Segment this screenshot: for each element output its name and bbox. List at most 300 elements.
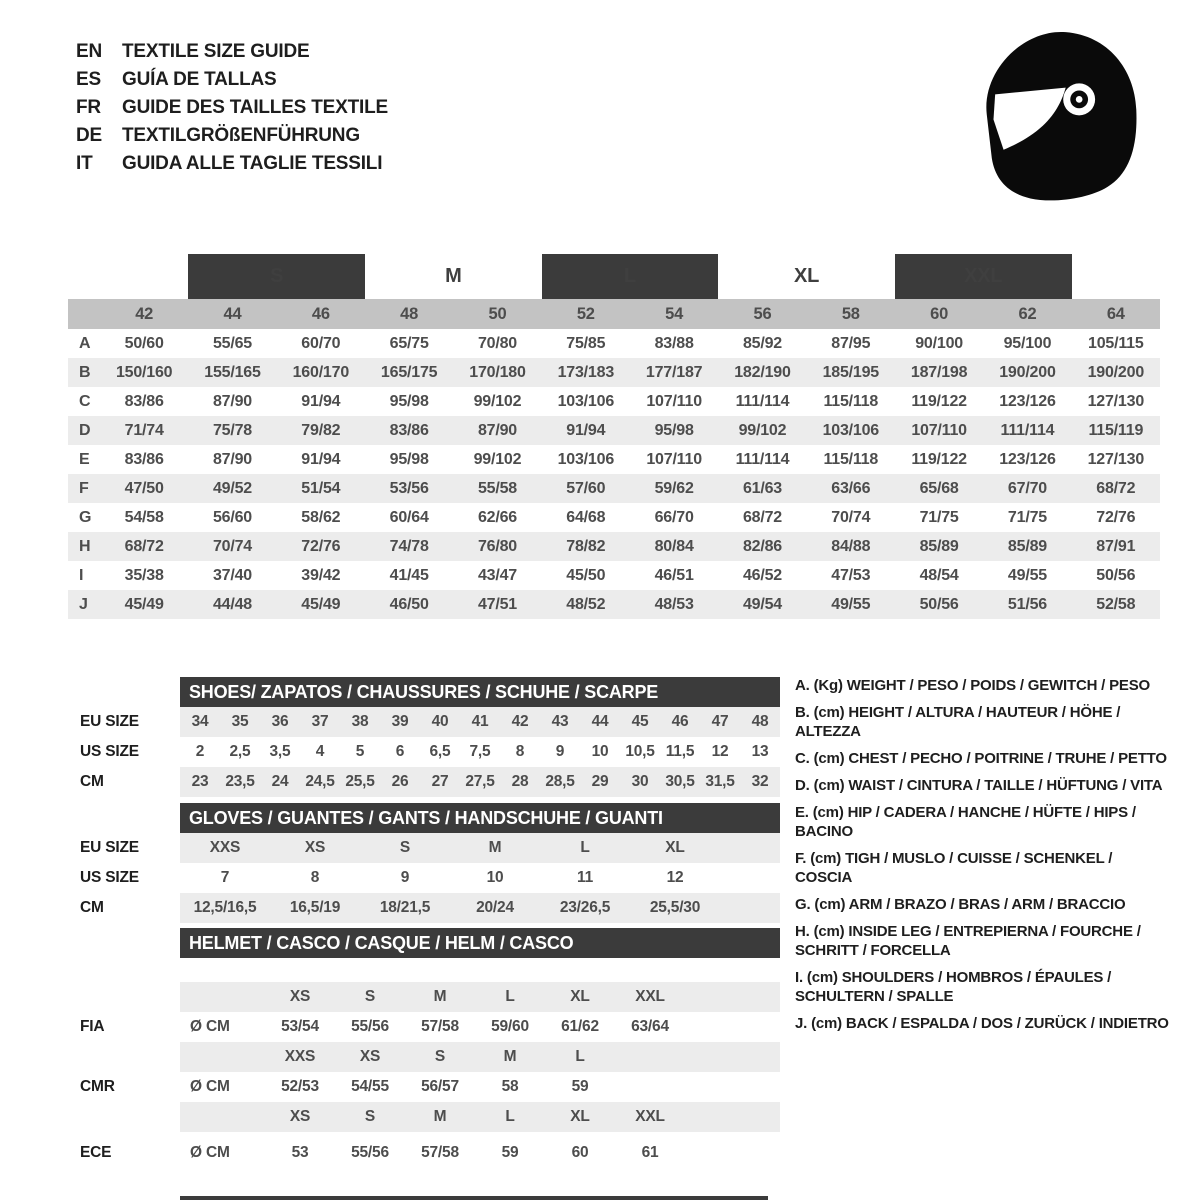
value-cell: XXS	[209, 839, 241, 856]
size-column-header: 50	[453, 299, 541, 329]
measurement-cell: 150/160	[115, 363, 173, 381]
helmet-cells	[180, 1138, 780, 1168]
language-row	[76, 94, 388, 122]
size-column-header: 64	[1072, 299, 1160, 329]
value-cell: 10	[591, 743, 609, 760]
size-label-cell: M	[433, 1108, 447, 1125]
size-label-cell: XXL	[635, 1108, 665, 1125]
measurement-cell: 79/82	[301, 421, 341, 439]
measurement-cell: 45/50	[566, 566, 606, 584]
measurement-cell: 99/102	[473, 450, 522, 468]
measurement-cell: 60/64	[389, 508, 429, 526]
row-letter: B	[79, 363, 91, 381]
measurement-cell: 55/58	[477, 479, 517, 497]
row-letter: C	[79, 392, 91, 410]
helmet-row	[68, 1012, 780, 1042]
measurement-cell: 87/90	[477, 421, 517, 439]
measurement-cell: 170/180	[469, 363, 526, 381]
value-cell: 48	[751, 713, 769, 730]
measurement-cell: 187/198	[910, 363, 968, 381]
value-cell: 28,5	[545, 773, 575, 790]
measurement-cell: 107/110	[911, 421, 967, 439]
size-label-cell: XL	[570, 988, 590, 1005]
value-cell: 53/54	[281, 1018, 319, 1035]
measurement-cell: 99/102	[738, 421, 787, 439]
value-cell: XL	[665, 839, 685, 856]
measurement-row	[68, 387, 1160, 416]
value-cell: 27,5	[465, 773, 495, 790]
measurement-cell: 49/52	[212, 479, 253, 497]
gloves-row	[68, 863, 780, 893]
size-column-header: 46	[277, 299, 365, 329]
value-cell: 53	[291, 1144, 309, 1161]
measurement-cell: 95/98	[389, 392, 429, 410]
measurement-cell: 165/175	[380, 363, 438, 381]
measurement-cell: 41/45	[389, 566, 429, 584]
measurement-cell: 51/54	[301, 479, 341, 497]
measurement-cell: 91/94	[566, 421, 606, 439]
legend-item: A. (Kg) WEIGHT / PESO / POIDS / GEWITCH / PESO	[795, 677, 1150, 694]
measurement-cell: 68/72	[124, 537, 164, 555]
value-cell: 26	[391, 773, 409, 790]
measurement-cell: 49/54	[742, 595, 782, 613]
language-row	[76, 150, 388, 178]
measurement-cell: 115/118	[823, 392, 879, 410]
value-cell: 32	[751, 773, 769, 790]
measurement-cell: 127/130	[1087, 392, 1145, 410]
gloves-row	[68, 833, 780, 863]
helmet-cells	[180, 1072, 780, 1102]
measurement-cell: 75/85	[566, 334, 606, 352]
language-row	[76, 66, 388, 94]
value-cell: 58	[501, 1078, 519, 1095]
measurement-cell: 50/56	[919, 595, 959, 613]
measurement-cell: 47/50	[124, 479, 164, 497]
measurement-cell: 65/75	[389, 334, 429, 352]
language-title-list	[76, 38, 388, 178]
size-label-cell: S	[364, 988, 376, 1005]
row-letter: A	[79, 334, 91, 352]
cutoff-section-bar	[180, 1196, 768, 1200]
row-letter: D	[79, 421, 91, 439]
value-cell: 56/57	[421, 1078, 459, 1095]
measurement-cell: 43/47	[477, 566, 517, 584]
measurement-cell: 115/119	[1088, 421, 1144, 439]
size-label-cell: XS	[289, 1108, 311, 1125]
diameter-label: Ø CM	[190, 1144, 230, 1161]
value-cell: 40	[431, 713, 449, 730]
value-cell: L	[580, 839, 590, 856]
measurement-cell: 87/95	[831, 334, 871, 352]
measurement-cell: 155/165	[204, 363, 261, 381]
value-cell: 46	[671, 713, 689, 730]
language-code: EN	[76, 41, 102, 62]
measurement-row	[68, 561, 1160, 590]
diameter-label: Ø CM	[190, 1078, 230, 1095]
measurement-cell: 47/53	[831, 566, 871, 584]
measurement-cell: 68/72	[742, 508, 782, 526]
value-cell: 13	[751, 743, 769, 760]
measurement-row	[68, 329, 1160, 358]
value-cell: 23/26,5	[559, 899, 611, 916]
measurement-cell: 61/63	[742, 479, 782, 497]
measurement-cell: 123/126	[999, 392, 1056, 410]
language-row	[76, 38, 388, 66]
racing-helmet-icon	[975, 28, 1143, 206]
size-group-label: S	[188, 254, 365, 299]
row-label: EU SIZE	[80, 839, 139, 856]
value-cell: 43	[551, 713, 569, 730]
value-cell: 60	[571, 1144, 589, 1161]
value-cell: 35	[231, 713, 249, 730]
gloves-section-title: GLOVES / GUANTES / GANTS / HANDSCHUHE / GUANTI	[180, 803, 780, 833]
measurement-cell: 48/54	[919, 566, 959, 584]
value-cell: 25,5/30	[649, 899, 701, 916]
diameter-label: Ø CM	[190, 1018, 230, 1035]
language-title: TEXTILE SIZE GUIDE	[122, 41, 310, 62]
measurement-cell: 160/170	[292, 363, 350, 381]
measurement-legend	[795, 676, 1171, 1041]
legend-item: G. (cm) ARM / BRAZO / BRAS / ARM / BRACCIO	[795, 896, 1126, 913]
value-cell: 25,5	[345, 773, 375, 790]
value-cell: 57/58	[421, 1144, 459, 1161]
row-letter: I	[79, 566, 84, 584]
measurement-cell: 83/86	[124, 450, 164, 468]
measurement-cell: 103/106	[557, 392, 615, 410]
measurement-cell: 37/40	[212, 566, 253, 584]
value-cell: 44	[591, 713, 609, 730]
gloves-cells	[180, 863, 780, 893]
value-cell: 34	[191, 713, 209, 730]
value-cell: 31,5	[705, 773, 735, 790]
row-letter: E	[79, 450, 90, 468]
language-title: GUÍA DE TALLAS	[122, 69, 277, 90]
legend-item: E. (cm) HIP / CADERA / HANCHE / HÜFTE / HIPS / BACINO	[795, 804, 1136, 840]
value-cell: 6,5	[429, 743, 451, 760]
size-group-label	[100, 254, 188, 299]
size-label-cell: S	[364, 1108, 376, 1125]
measurement-cell: 103/106	[557, 450, 615, 468]
measurement-cell: 39/42	[301, 566, 341, 584]
row-label: CM	[80, 899, 104, 916]
measurement-cell: 48/53	[654, 595, 694, 613]
value-cell: 12,5/16,5	[193, 899, 257, 916]
shoes-size-section	[68, 677, 780, 797]
helmet-row	[68, 1042, 780, 1072]
value-cell: 8	[515, 743, 525, 760]
language-row	[76, 122, 388, 150]
measurement-row	[68, 590, 1160, 619]
measurement-cell: 66/70	[654, 508, 694, 526]
size-label-cell: XS	[289, 988, 311, 1005]
measurement-cell: 72/76	[1096, 508, 1136, 526]
measurement-cell: 82/86	[742, 537, 782, 555]
legend-item: B. (cm) HEIGHT / ALTURA / HAUTEUR / HÖHE / ALTEZZA	[795, 704, 1121, 740]
measurement-cell: 90/100	[915, 334, 963, 352]
value-cell: 59	[501, 1144, 519, 1161]
measurement-cell: 190/200	[999, 363, 1056, 381]
header-stub	[68, 299, 100, 329]
helmet-row	[68, 1138, 780, 1168]
value-cell: 11,5	[665, 743, 695, 760]
value-cell: 61/62	[561, 1018, 599, 1035]
measurement-row	[68, 532, 1160, 561]
value-cell: 42	[511, 713, 529, 730]
measurement-cell: 56/60	[212, 508, 253, 526]
value-cell: 7	[220, 869, 230, 886]
size-group-label: XXL	[895, 254, 1072, 299]
helmet-cells	[180, 1042, 780, 1072]
size-column-header: 58	[807, 299, 895, 329]
measurement-row	[68, 358, 1160, 387]
language-title: GUIDE DES TAILLES TEXTILE	[122, 97, 388, 118]
measurement-cell: 47/51	[477, 595, 517, 613]
measurement-cell: 182/190	[734, 363, 791, 381]
measurement-cell: 71/74	[124, 421, 164, 439]
value-cell: 57/58	[421, 1018, 459, 1035]
measurement-cell: 80/84	[654, 537, 694, 555]
helmet-row	[68, 1102, 780, 1132]
measurement-cell: 46/51	[654, 566, 694, 584]
measurement-cell: 70/74	[212, 537, 253, 555]
value-cell: 11	[577, 869, 593, 886]
value-cell: 12	[711, 743, 729, 760]
numeric-size-header-row	[68, 299, 1160, 329]
legend-item: D. (cm) WAIST / CINTURA / TAILLE / HÜFTUNG / VITA	[795, 777, 1163, 794]
measurement-cell: 45/49	[301, 595, 341, 613]
measurement-cell: 76/80	[477, 537, 517, 555]
measurement-cell: 58/62	[301, 508, 341, 526]
value-cell: 61	[641, 1144, 659, 1161]
value-cell: 10	[486, 869, 504, 886]
value-cell: 37	[311, 713, 329, 730]
measurement-row	[68, 503, 1160, 532]
shoes-row	[68, 767, 780, 797]
shoes-section-title: SHOES/ ZAPATOS / CHAUSSURES / SCHUHE / SCARPE	[180, 677, 780, 707]
measurement-cell: 87/90	[212, 392, 253, 410]
language-title: TEXTILGRÖßENFÜHRUNG	[122, 125, 360, 146]
value-cell: 39	[391, 713, 409, 730]
measurement-row	[68, 416, 1160, 445]
textile-size-table	[68, 254, 1160, 619]
value-cell: 30,5	[665, 773, 695, 790]
size-column-header: 56	[718, 299, 806, 329]
measurement-cell: 51/56	[1007, 595, 1047, 613]
measurement-cell: 87/90	[212, 450, 253, 468]
value-cell: 36	[271, 713, 289, 730]
measurement-cell: 65/68	[919, 479, 959, 497]
language-code: ES	[76, 69, 101, 90]
value-cell: 8	[310, 869, 320, 886]
value-cell: 28	[511, 773, 529, 790]
shoes-cells	[180, 767, 780, 797]
size-label-cell: L	[505, 988, 515, 1005]
row-letter: J	[79, 595, 88, 613]
measurement-cell: 52/58	[1096, 595, 1136, 613]
value-cell: 24	[271, 773, 289, 790]
size-column-header: 52	[542, 299, 630, 329]
value-cell: 30	[631, 773, 649, 790]
size-label-cell: XS	[359, 1048, 381, 1065]
measurement-cell: 111/114	[735, 392, 790, 410]
shoes-cells	[180, 737, 780, 767]
measurement-cell: 48/52	[566, 595, 606, 613]
language-code: DE	[76, 125, 102, 146]
measurement-cell: 35/38	[124, 566, 164, 584]
value-cell: 29	[591, 773, 609, 790]
value-cell: 59	[571, 1078, 589, 1095]
measurement-cell: 105/115	[1088, 334, 1144, 352]
measurement-cell: 95/100	[1003, 334, 1052, 352]
row-letter: H	[79, 537, 91, 555]
language-code: FR	[76, 97, 101, 118]
value-cell: 5	[355, 743, 365, 760]
row-letter: G	[79, 508, 92, 526]
standard-label: ECE	[80, 1144, 112, 1161]
size-label-cell: XL	[570, 1108, 590, 1125]
value-cell: 55/56	[351, 1144, 389, 1161]
measurement-cell: 72/76	[301, 537, 341, 555]
gloves-cells	[180, 833, 780, 863]
measurement-cell: 46/50	[389, 595, 429, 613]
value-cell: 6	[395, 743, 405, 760]
value-cell: 27	[431, 773, 449, 790]
value-cell: 9	[400, 869, 410, 886]
shoes-cells	[180, 707, 780, 737]
measurement-cell: 67/70	[1007, 479, 1047, 497]
measurement-cell: 177/187	[645, 363, 703, 381]
value-cell: 10,5	[625, 743, 655, 760]
value-cell: 47	[711, 713, 729, 730]
measurement-cell: 68/72	[1096, 479, 1136, 497]
size-label-cell: M	[503, 1048, 517, 1065]
measurement-cell: 123/126	[999, 450, 1056, 468]
measurement-cell: 75/78	[212, 421, 253, 439]
value-cell: 54/55	[351, 1078, 389, 1095]
corner-stub	[68, 254, 100, 299]
measurement-cell: 57/60	[566, 479, 606, 497]
measurement-cell: 60/70	[301, 334, 341, 352]
legend-item: F. (cm) TIGH / MUSLO / CUISSE / SCHENKEL / COSCIA	[795, 850, 1113, 886]
measurement-cell: 95/98	[389, 450, 429, 468]
row-label: CM	[80, 773, 104, 790]
legend-item: C. (cm) CHEST / PECHO / POITRINE / TRUHE / PETTO	[795, 750, 1167, 767]
value-cell: 59/60	[491, 1018, 529, 1035]
row-label: US SIZE	[80, 869, 139, 886]
legend-item: H. (cm) INSIDE LEG / ENTREPIERNA / FOURCHE / SCHRITT / FORCELLA	[795, 923, 1141, 959]
measurement-cell: 115/118	[823, 450, 879, 468]
measurement-cell: 87/91	[1096, 537, 1136, 555]
value-cell: 4	[315, 743, 325, 760]
standard-label: FIA	[80, 1018, 105, 1035]
value-cell: 23	[191, 773, 209, 790]
size-column-header: 54	[630, 299, 718, 329]
measurement-cell: 63/66	[831, 479, 871, 497]
measurement-row	[68, 445, 1160, 474]
size-label-cell: M	[433, 988, 447, 1005]
measurement-cell: 111/114	[735, 450, 790, 468]
measurement-row	[68, 474, 1160, 503]
value-cell: 2	[195, 743, 205, 760]
size-group-label	[1072, 254, 1160, 299]
measurement-cell: 107/110	[646, 450, 702, 468]
value-cell: 7,5	[469, 743, 491, 760]
measurement-cell: 85/89	[1007, 537, 1047, 555]
value-cell: 55/56	[351, 1018, 389, 1035]
helmet-cells	[180, 982, 780, 1012]
legend-item: J. (cm) BACK / ESPALDA / DOS / ZURÜCK / INDIETRO	[795, 1015, 1169, 1032]
row-letter: F	[79, 479, 89, 497]
measurement-cell: 55/65	[212, 334, 253, 352]
measurement-cell: 103/106	[822, 421, 879, 439]
language-code: IT	[76, 153, 93, 174]
helmet-cells	[180, 1012, 780, 1042]
measurement-cell: 53/56	[389, 479, 429, 497]
measurement-cell: 50/60	[124, 334, 164, 352]
measurement-cell: 71/75	[919, 508, 959, 526]
value-cell: 16,5/19	[289, 899, 341, 916]
measurement-cell: 85/89	[919, 537, 959, 555]
value-cell: S	[399, 839, 411, 856]
value-cell: M	[488, 839, 502, 856]
size-label-cell: XXS	[284, 1048, 316, 1065]
size-group-label: L	[542, 254, 719, 299]
measurement-cell: 50/56	[1096, 566, 1136, 584]
size-label-cell: XXL	[635, 988, 665, 1005]
helmet-row	[68, 982, 780, 1012]
measurement-cell: 107/110	[646, 392, 702, 410]
measurement-cell: 74/78	[389, 537, 429, 555]
gloves-cells	[180, 893, 780, 923]
size-column-header: 60	[895, 299, 983, 329]
size-column-header: 62	[983, 299, 1071, 329]
gloves-row	[68, 893, 780, 923]
value-cell: XS	[304, 839, 326, 856]
size-label-cell: L	[575, 1048, 585, 1065]
measurement-cell: 83/86	[389, 421, 429, 439]
measurement-cell: 70/74	[831, 508, 871, 526]
measurement-cell: 54/58	[124, 508, 164, 526]
shoes-row	[68, 737, 780, 767]
size-column-header: 44	[188, 299, 276, 329]
measurement-cell: 70/80	[477, 334, 517, 352]
measurement-cell: 119/122	[911, 450, 967, 468]
measurement-cell: 83/86	[124, 392, 164, 410]
shoes-row	[68, 707, 780, 737]
measurement-cell: 46/52	[742, 566, 782, 584]
gloves-size-section	[68, 803, 780, 923]
measurement-cell: 49/55	[1007, 566, 1047, 584]
helmet-size-section	[68, 928, 780, 1168]
helmet-row	[68, 1072, 780, 1102]
helmet-section-title: HELMET / CASCO / CASQUE / HELM / CASCO	[180, 928, 780, 958]
size-group-label: M	[445, 265, 462, 287]
size-label-cell: L	[505, 1108, 515, 1125]
measurement-cell: 62/66	[477, 508, 517, 526]
value-cell: 63/64	[631, 1018, 669, 1035]
measurement-cell: 49/55	[831, 595, 871, 613]
legend-item: I. (cm) SHOULDERS / HOMBROS / ÉPAULES / SCHULTERN / SPALLE	[795, 969, 1112, 1005]
measurement-cell: 64/68	[566, 508, 606, 526]
measurement-cell: 111/114	[1000, 421, 1055, 439]
row-label: EU SIZE	[80, 713, 139, 730]
standard-label: CMR	[80, 1078, 115, 1095]
size-label-cell: S	[434, 1048, 446, 1065]
measurement-cell: 185/195	[822, 363, 879, 381]
measurement-cell: 173/183	[557, 363, 615, 381]
value-cell: 45	[631, 713, 649, 730]
measurement-cell: 91/94	[301, 450, 341, 468]
